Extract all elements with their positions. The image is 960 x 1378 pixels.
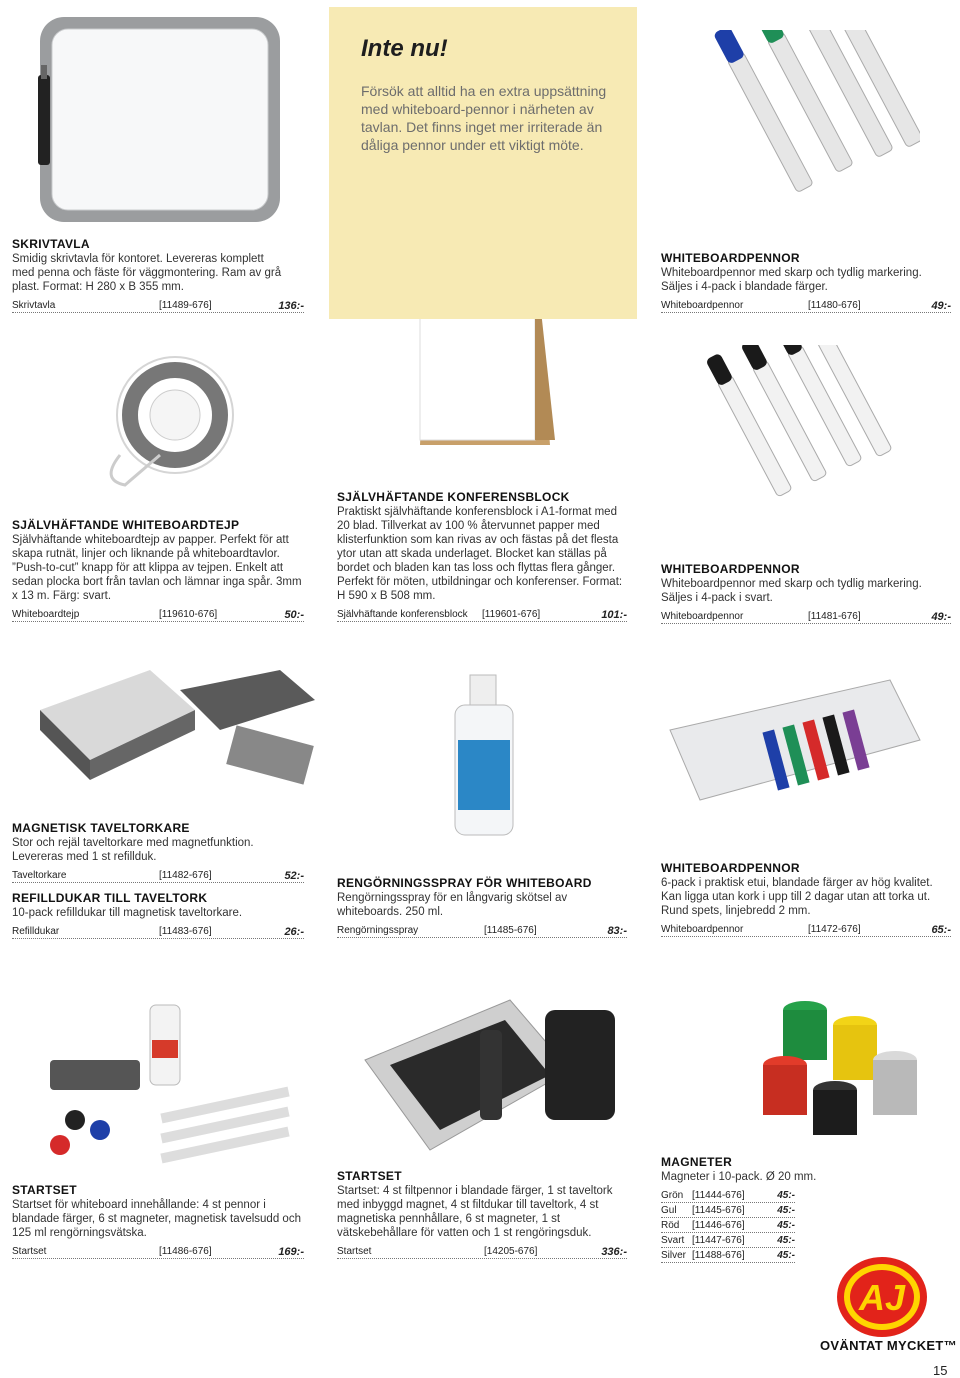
price: 50:- (284, 609, 304, 621)
product-konferensblock (337, 490, 627, 622)
tip-body: Försök att alltid ha en extra uppsättning med whiteboard-pennor i närheten av tavlan. Det finns inget mer irriterade än dåliga pennor under ett viktigt möte. (361, 83, 607, 153)
magnet-color: Grön (661, 1190, 684, 1201)
article-number: [11480-676] (808, 300, 861, 311)
product-heading: WHITEBOARDPENNOR (661, 861, 800, 875)
price-line (661, 609, 951, 624)
price: 45:- (777, 1205, 795, 1216)
tip-box (329, 7, 637, 319)
product-rengoringsspray (337, 876, 627, 938)
product-heading: WHITEBOARDPENNOR (661, 562, 800, 576)
list-item (661, 1218, 795, 1233)
price: 49:- (931, 300, 951, 312)
magnet-color: Svart (661, 1235, 685, 1246)
product-description: Whiteboardpennor med skarp och tydlig markering. Säljes i 4-pack i blandade färger. (661, 267, 922, 293)
price: 45:- (777, 1220, 795, 1231)
price: 169:- (278, 1246, 304, 1258)
product-pennor-etui (661, 861, 951, 937)
price: 52:- (284, 870, 304, 882)
startset-image (40, 1000, 300, 1180)
price: 45:- (777, 1250, 795, 1261)
article-number: [11482-676] (159, 870, 212, 881)
price-line (12, 1244, 304, 1259)
logo-text: AJ (858, 1277, 906, 1318)
article-number: [11486-676] (159, 1246, 212, 1257)
product-pennor-4pack (661, 251, 951, 313)
product-name: Taveltorkare (12, 870, 67, 881)
product-startset-1 (12, 1183, 304, 1259)
product-description: Smidig skrivtavla för kontoret. Levereras komplett med penna och fäste för väggmontering. Ram av grå plast. Format: H 280 x B 355 mm. (12, 253, 282, 293)
product-pennor-black (661, 562, 951, 624)
whiteboard-pens-black-image (700, 345, 900, 505)
price-line (661, 922, 951, 937)
article-number: [11445-676] (692, 1205, 745, 1216)
product-description: Stor och rejäl taveltorkare med magnetfunktion. Levereras med 1 st refillduk. (12, 837, 254, 863)
article-number: [11489-676] (159, 300, 212, 311)
article-number: [11488-676] (692, 1250, 745, 1261)
brand-slogan: OVÄNTAT MYCKET™ (820, 1338, 957, 1353)
product-whiteboardtejp (12, 518, 304, 622)
list-item (661, 1203, 795, 1218)
product-name: Rengörningsspray (337, 925, 419, 936)
product-name: Whiteboardpennor (661, 300, 744, 311)
product-name: Whiteboardpennor (661, 924, 744, 935)
article-number: [11447-676] (692, 1235, 745, 1246)
magnet-price-list (661, 1188, 861, 1263)
cleaning-spray-image (440, 670, 530, 840)
product-description: Magneter i 10-pack. Ø 20 mm. (661, 1171, 817, 1183)
product-magneter (661, 1155, 861, 1263)
whiteboard-pens-color-image (690, 30, 920, 230)
product-skrivtavla (12, 237, 304, 313)
aj-logo (835, 1255, 930, 1340)
product-heading: STARTSET (337, 1169, 402, 1183)
product-description: Rengörningsspray för en långvarig skötsel av whiteboards. 250 ml. (337, 892, 568, 918)
price: 336:- (601, 1246, 627, 1258)
article-number: [11481-676] (808, 611, 861, 622)
price-line (661, 298, 951, 313)
article-number: [11444-676] (692, 1190, 745, 1201)
product-name: Whiteboardtejp (12, 609, 80, 620)
product-name: Refilldukar (12, 926, 60, 937)
article-number: [119601-676] (482, 609, 541, 620)
product-heading: WHITEBOARDPENNOR (661, 251, 800, 265)
product-name: Whiteboardpennor (661, 611, 744, 622)
magnet-color: Gul (661, 1205, 677, 1216)
product-heading: SKRIVTAVLA (12, 237, 90, 251)
price: 45:- (777, 1190, 795, 1201)
article-number: [11483-676] (159, 926, 212, 937)
whiteboard-tape-image (90, 355, 240, 495)
list-item (661, 1188, 795, 1203)
article-number: [119610-676] (159, 609, 218, 620)
pen-case-image (660, 670, 930, 820)
list-item (661, 1233, 795, 1248)
product-startset-2 (337, 1169, 627, 1259)
price: 65:- (931, 924, 951, 936)
product-heading: SJÄLVHÄFTANDE KONFERENSBLOCK (337, 490, 570, 504)
product-description: Praktiskt självhäftande konferensblock i A1-format med 20 blad. Tillverkat av 100 % återvunnet papper med klisterfunktion som kan rivas av och fästas på det flesta ytor utan att skada underlaget. Blocket kan ställas på bordet och bladen kan tas loss och flyttas flera gånger. Perfekt för möten, utbildningar och konferenser. Format: H 590 x B 508 mm. (337, 506, 623, 602)
price-line (337, 1244, 627, 1259)
article-number: [11472-676] (808, 924, 861, 935)
product-description: Startset för whiteboard innehållande: 4 st pennor i blandade färger, 6 st magneter, magnetisk tavelsudd och 125 ml rengörningsvätska. (12, 1199, 301, 1239)
article-number: [11485-676] (484, 925, 537, 936)
tip-title: Inte nu! (361, 35, 448, 62)
product-heading: STARTSET (12, 1183, 77, 1197)
article-number: [14205-676] (484, 1246, 538, 1257)
eraser-image (30, 650, 320, 810)
product-taveltorkare (12, 821, 304, 939)
whiteboard-image (30, 5, 290, 230)
product-heading: REFILLDUKAR TILL TAVELTORK (12, 891, 208, 905)
product-description: Självhäftande whiteboardtejp av papper. Perfekt för att skapa rutnät, linjer och liknande på whiteboardtavlor. ”Push-to-cut” knapp för att klippa av tejpen. Enkelt att sedan plocka bort från tavlan och lämnar inga spår. 3mm x 13 m. Färg: svart. (12, 534, 302, 602)
price: 26:- (284, 926, 304, 938)
product-heading: RENGÖRNINGSSPRAY FÖR WHITEBOARD (337, 876, 592, 890)
price: 45:- (777, 1235, 795, 1246)
price-line (337, 607, 627, 622)
product-name: Startset (337, 1246, 372, 1257)
price-line (12, 924, 304, 939)
product-name: Skrivtavla (12, 300, 56, 311)
price: 49:- (931, 611, 951, 623)
price: 136:- (278, 300, 304, 312)
startset-box-image (360, 990, 630, 1170)
product-heading: MAGNETISK TAVELTORKARE (12, 821, 190, 835)
product-heading: MAGNETER (661, 1155, 733, 1169)
product-heading: SJÄLVHÄFTANDE WHITEBOARDTEJP (12, 518, 240, 532)
magnets-image (745, 990, 935, 1160)
price: 101:- (601, 609, 627, 621)
price-line (12, 868, 304, 883)
price-line (12, 298, 304, 313)
article-number: [11446-676] (692, 1220, 745, 1231)
product-description: Startset: 4 st filtpennor i blandade färger, 1 st taveltork med inbyggd magnet, 4 st filtdukar till taveltork, 4 st magnetiska pennhållare, 6 st magneter, 1 st vätskebehållare för vatten och 1 st rengöringsduk. (337, 1185, 613, 1239)
product-description: Whiteboardpennor med skarp och tydlig markering. Säljes i 4-pack i svart. (661, 578, 922, 604)
price: 83:- (607, 925, 627, 937)
product-description: 10-pack refilldukar till magnetisk taveltorkare. (12, 907, 243, 919)
price-line (12, 607, 304, 622)
price-line (337, 923, 627, 938)
product-name: Självhäftande konferensblock (337, 609, 468, 620)
magnet-color: Röd (661, 1220, 680, 1231)
product-name: Startset (12, 1246, 47, 1257)
magnet-color: Silver (661, 1250, 687, 1261)
page-number: 15 (933, 1363, 948, 1378)
product-description: 6-pack i praktisk etui, blandade färger av hög kvalitet. Kan ligga utan kork i upp till 2 dagar utan att torka ut. Rund spets, linjebredd 2 mm. (661, 877, 933, 917)
list-item (661, 1248, 795, 1263)
